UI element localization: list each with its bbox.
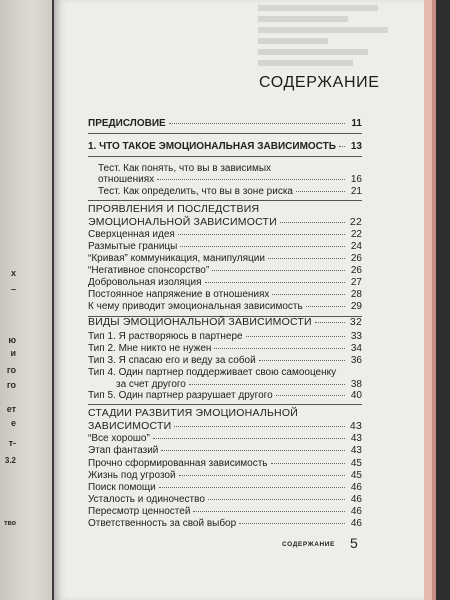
dot-leader <box>169 123 345 124</box>
toc-entry <box>88 390 362 404</box>
toc-entry-page: 32 <box>349 316 362 328</box>
toc-entry-page: 34 <box>350 343 362 354</box>
dot-leader <box>179 475 345 476</box>
toc-entry-title: Поиск помощи <box>88 482 156 493</box>
toc-entry-title: Сверхценная идея <box>88 229 175 240</box>
toc-entry-page: 27 <box>350 277 362 288</box>
toc-entry-title: Тест. Как определить, что вы в зоне риска <box>98 186 293 197</box>
toc-entry-title: Жизнь под угрозой <box>88 470 176 481</box>
toc-entry-page: 26 <box>350 253 362 264</box>
toc-entry-title: Тип 1. Я растворяюсь в партнере <box>88 331 243 342</box>
toc-entry-page: 46 <box>350 518 362 529</box>
dot-leader <box>212 270 345 271</box>
toc-entry-page: 43 <box>349 420 362 432</box>
toc-entry-title: ВИДЫ ЭМОЦИОНАЛЬНОЙ ЗАВИСИМОСТИ <box>88 316 312 328</box>
toc-entry-title: Этап фантазий <box>88 445 159 456</box>
left-page-fragment: го <box>6 365 16 375</box>
toc-entry-page: 46 <box>350 482 362 493</box>
page-number: 5 <box>350 535 358 551</box>
left-page-fragment: тво <box>4 520 16 527</box>
dot-leader <box>306 306 345 307</box>
toc-entry-title: ЗАВИСИМОСТИ <box>88 420 172 432</box>
toc-entry-title: отношениях <box>98 174 155 185</box>
toc-entry-title: за счет другого <box>116 379 186 390</box>
toc-entry-title: Пересмотр ценностей <box>88 506 191 517</box>
toc-entry <box>88 118 362 132</box>
dot-leader <box>280 222 345 223</box>
toc-entry-page: 38 <box>350 379 362 390</box>
toc-entry-title: Размытые границы <box>88 241 178 252</box>
toc-entry-title: Постоянное напряжение в отношениях <box>88 289 270 300</box>
dot-leader <box>153 438 345 439</box>
dot-leader <box>214 348 345 349</box>
section-divider <box>88 156 362 157</box>
dot-leader <box>272 294 345 295</box>
left-page-fragment: – <box>10 284 16 294</box>
toc-entry-page: 40 <box>350 390 362 401</box>
toc-entry-page: 46 <box>350 494 362 505</box>
dot-leader <box>178 234 345 235</box>
section-divider <box>88 133 362 134</box>
toc-entry-title: К чему приводит эмоциональная зависимость <box>88 301 303 312</box>
toc-entry-page: 21 <box>350 186 362 197</box>
toc-entry-page: 33 <box>350 331 362 342</box>
toc-entry-page: 22 <box>349 216 362 228</box>
left-page-fragment: х <box>10 268 16 278</box>
toc-entry-title: ПРЕДИСЛОВИЕ <box>88 118 166 129</box>
toc-entry-title: 1. ЧТО ТАКОЕ ЭМОЦИОНАЛЬНАЯ ЗАВИСИМОСТЬ <box>88 141 336 152</box>
toc-entry <box>88 216 362 230</box>
dot-leader <box>161 450 345 451</box>
toc-entry-title: ПРОЯВЛЕНИЯ И ПОСЛЕДСТВИЯ <box>88 203 260 215</box>
toc-entry-title: “Негативное спонсорство” <box>88 265 210 276</box>
dot-leader <box>174 426 345 427</box>
toc-entry-title: ЭМОЦИОНАЛЬНОЙ ЗАВИСИМОСТИ <box>88 216 277 228</box>
toc-entry-page: 45 <box>350 470 362 481</box>
toc-entry-title: Тест. Как понять, что вы в зависимых <box>98 163 272 174</box>
toc-entry-title: “Все хорошо” <box>88 433 150 444</box>
dot-leader <box>189 384 345 385</box>
toc-entry-title: “Кривая” коммуникация, манипуляции <box>88 253 265 264</box>
dot-leader <box>259 360 345 361</box>
left-page-fragment: и <box>10 348 16 358</box>
toc-entry-page: 28 <box>350 289 362 300</box>
toc-entry <box>88 445 362 459</box>
toc-entry-page: 11 <box>351 118 362 129</box>
toc-entry <box>88 420 362 434</box>
toc-entry-page: 26 <box>350 265 362 276</box>
dot-leader <box>239 523 345 524</box>
dot-leader <box>276 395 345 396</box>
section-divider <box>88 200 362 201</box>
toc-entry-title: Усталость и одиночество <box>88 494 205 505</box>
toc-entry-title: Тип 3. Я спасаю его и веду за собой <box>88 355 256 366</box>
toc-entry-title: Прочно сформированная зависимость <box>88 458 268 469</box>
toc-entry-page: 22 <box>350 229 362 240</box>
toc-entry-page: 16 <box>350 174 362 185</box>
dot-leader <box>339 146 345 147</box>
toc-entry-page: 24 <box>350 241 362 252</box>
toc-entry-title: Тип 2. Мне никто не нужен <box>88 343 212 354</box>
toc-entry <box>98 186 362 200</box>
toc-entry <box>88 316 362 330</box>
toc-entry-page: 13 <box>350 141 362 152</box>
toc-entry-title: СТАДИИ РАЗВИТИЯ ЭМОЦИОНАЛЬНОЙ <box>88 407 298 419</box>
toc-entry-title: Добровольная изоляция <box>88 277 202 288</box>
toc-entry <box>88 203 362 217</box>
dot-leader <box>271 463 345 464</box>
dot-leader <box>315 322 345 323</box>
left-page-fragment: го <box>6 380 16 390</box>
toc-entry-page: 36 <box>350 355 362 366</box>
dot-leader <box>246 336 345 337</box>
toc-entry <box>88 407 362 421</box>
dot-leader <box>205 282 345 283</box>
dot-leader <box>296 191 345 192</box>
section-divider <box>88 404 362 405</box>
toc-entry <box>88 141 362 155</box>
toc-entry <box>88 518 362 532</box>
page-title: СОДЕРЖАНИЕ <box>259 74 380 91</box>
dot-leader <box>157 179 345 180</box>
running-footer: СОДЕРЖАНИЕ <box>282 541 335 548</box>
dot-leader <box>159 487 345 488</box>
toc-entry-page: 46 <box>350 506 362 517</box>
left-page-fragment: е <box>10 418 16 428</box>
toc-entry-page: 43 <box>350 445 362 456</box>
toc-entry-title: Тип 5. Один партнер разрушает другого <box>88 390 273 401</box>
dot-leader <box>268 258 345 259</box>
toc-entry <box>88 301 362 315</box>
toc-entry-page: 29 <box>350 301 362 312</box>
left-page-fragment: ет <box>6 404 16 414</box>
left-page-fragment: 3.2 <box>4 456 16 465</box>
left-page-fragment: т- <box>8 438 16 448</box>
dot-leader <box>180 246 345 247</box>
dot-leader <box>193 511 345 512</box>
toc-entry-title: Тип 4. Один партнер поддерживает свою самооценку <box>88 367 337 378</box>
dot-leader <box>208 499 345 500</box>
toc-entry-page: 43 <box>350 433 362 444</box>
left-page-fragment: ю <box>8 335 16 345</box>
toc-entry-title: Ответственность за свой выбор <box>88 518 237 529</box>
toc-entry-page: 45 <box>350 458 362 469</box>
